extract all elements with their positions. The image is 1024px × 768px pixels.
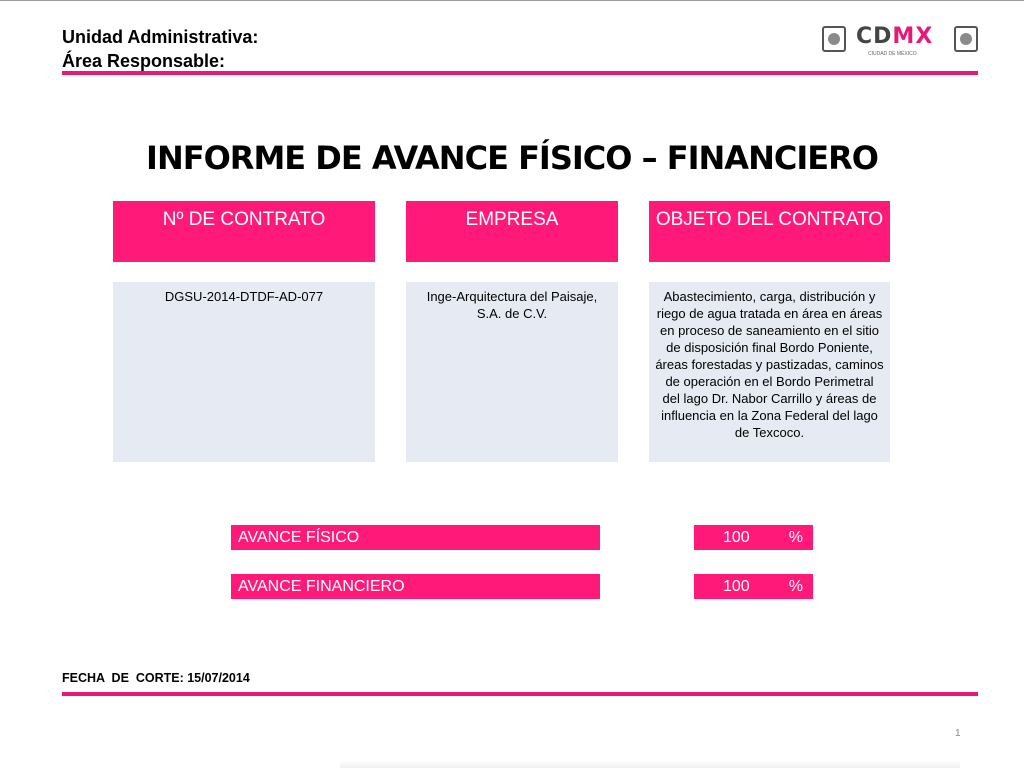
- contract-object-cell: Abastecimiento, carga, distribución y riego de agua tratada en área en áreas en proceso de saneamiento en el sitio de disposición final Bordo Poniente, áreas forestadas y pastizadas, caminos de operación en el Bordo Perimetral del lago Dr. Nabor Carrillo y áreas de influencia en la Zona Federal del lago de Texcoco.: [649, 282, 890, 462]
- avance-fisico-label: AVANCE FÍSICO: [231, 525, 600, 550]
- avance-financiero-label: AVANCE FINANCIERO: [231, 574, 600, 599]
- avance-financiero-unit: %: [788, 578, 803, 595]
- page-number: 1: [955, 728, 961, 739]
- avance-fisico-value: 100: [723, 529, 750, 546]
- company-cell: Inge-Arquitectura del Paisaje, S.A. de C.V.: [406, 282, 618, 462]
- cdmx-logo-mx: MX: [892, 24, 934, 49]
- top-rule: [0, 0, 1024, 1]
- cdmx-logo: [856, 24, 933, 50]
- contract-number-cell: DGSU-2014-DTDF-AD-077: [113, 282, 375, 462]
- avance-financiero-value-box: [694, 574, 813, 599]
- coat-of-arms-icon: [822, 26, 846, 52]
- header-divider: [62, 71, 978, 75]
- contract-object-header: OBJETO DEL CONTRATO: [649, 201, 890, 262]
- agency-seal-icon: [954, 26, 978, 52]
- footer-divider: [62, 692, 978, 696]
- page-title: INFORME DE AVANCE FÍSICO – FINANCIERO: [146, 139, 878, 177]
- company-header: EMPRESA: [406, 201, 618, 262]
- cdmx-logo-subtitle: CIUDAD DE MÉXICO: [868, 51, 917, 57]
- avance-fisico-value-box: [694, 525, 813, 550]
- avance-fisico-unit: %: [788, 529, 803, 546]
- avance-financiero-value: 100: [723, 578, 750, 595]
- header-labels: [62, 25, 258, 73]
- unidad-administrativa-label: Unidad Administrativa:: [62, 27, 259, 47]
- fecha-de-corte: FECHA DE CORTE: 15/07/2014: [62, 671, 250, 685]
- logo-group: [822, 24, 982, 58]
- contract-number-header: Nº DE CONTRATO: [113, 201, 375, 262]
- bottom-shadow: [340, 760, 960, 768]
- area-responsable-label: Área Responsable:: [62, 51, 226, 71]
- cdmx-logo-cd: CD: [856, 24, 893, 49]
